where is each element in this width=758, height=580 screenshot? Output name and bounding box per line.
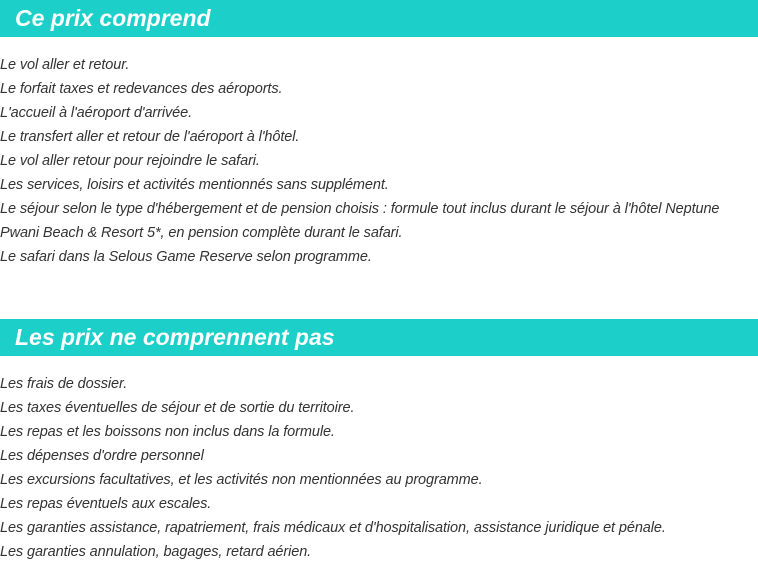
list-item: Les garanties annulation, bagages, retard aérien. [0, 544, 312, 560]
list-item: Le safari dans la Selous Game Reserve selon programme. [0, 249, 372, 265]
excluded-section-title: Les prix ne comprennent pas [0, 319, 758, 356]
list-item: Le vol aller retour pour rejoindre le safari. [0, 153, 260, 169]
excluded-list [0, 372, 758, 564]
list-item: L'accueil à l'aéroport d'arrivée. [0, 105, 192, 121]
list-item: Les repas éventuels aux escales. [0, 496, 212, 512]
list-item: Le vol aller et retour. [0, 57, 130, 73]
list-item: Les repas et les boissons non inclus dans la formule. [0, 424, 335, 440]
list-item: Les frais de dossier. [0, 376, 128, 392]
list-item: Le forfait taxes et redevances des aéroports. [0, 81, 283, 97]
list-item: Le transfert aller et retour de l'aéroport à l'hôtel. [0, 129, 300, 145]
list-item: Les dépenses d'ordre personnel [0, 448, 204, 464]
list-item: Les services, loisirs et activités mentionnés sans supplément. [0, 177, 389, 193]
list-item: Le séjour selon le type d'hébergement et de pension choisis : formule tout inclus durant le séjour à l'hôtel Neptune Pwani Beach & Resort 5*, en pension complète durant le safari. [0, 201, 720, 241]
list-item: Les garanties assistance, rapatriement, frais médicaux et d'hospitalisation, assistance juridique et pénale. [0, 520, 666, 536]
list-item: Les excursions facultatives, et les activités non mentionnées au programme. [0, 472, 483, 488]
included-list [0, 53, 758, 269]
list-item: Les taxes éventuelles de séjour et de sortie du territoire. [0, 400, 355, 416]
included-section-title: Ce prix comprend [0, 0, 758, 37]
